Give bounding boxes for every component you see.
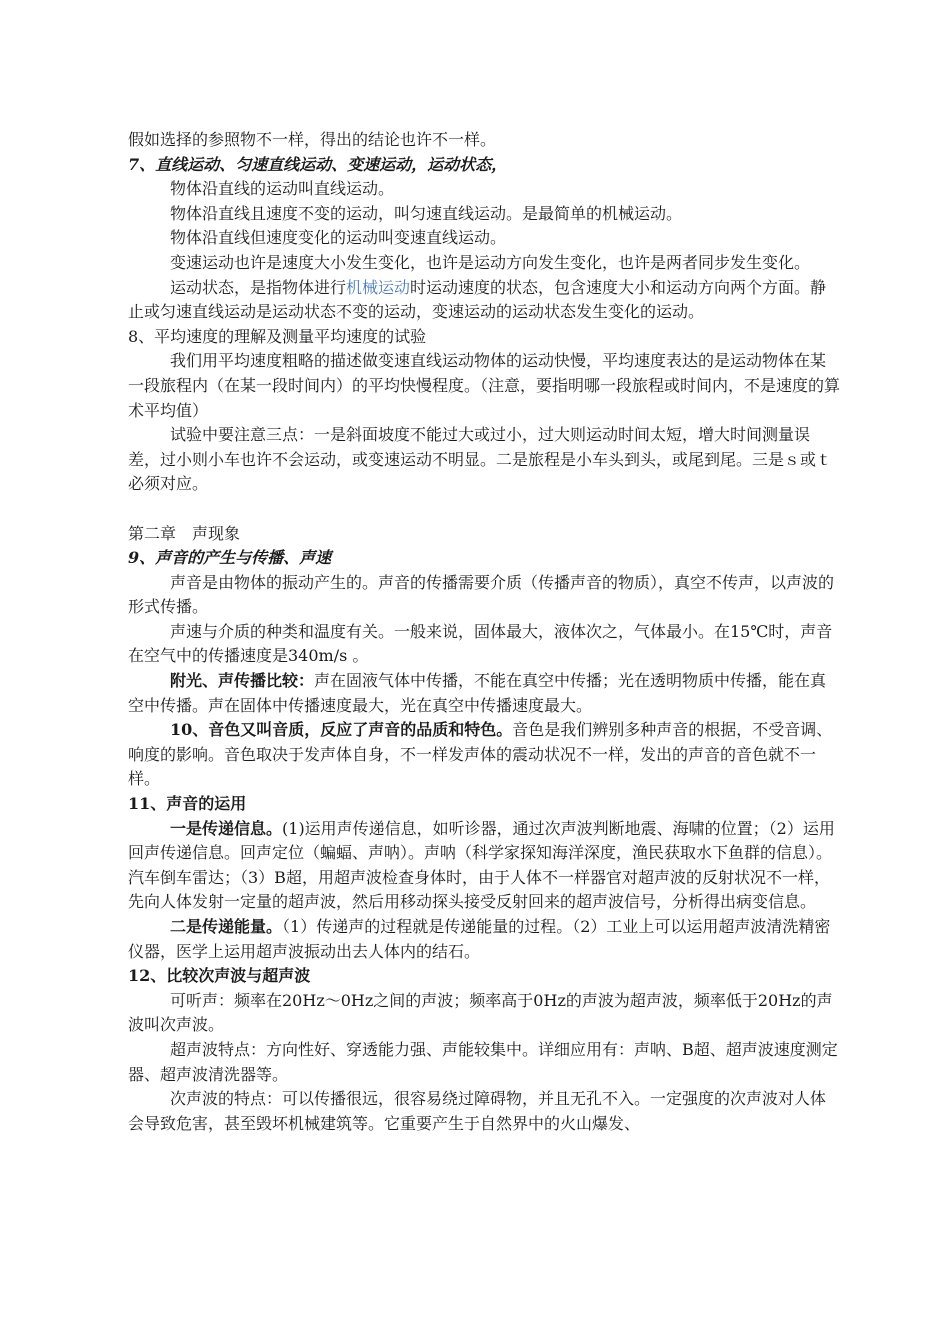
paragraph: 我们用平均速度粗略的描述做变速直线运动物体的运动快慢，平均速度表达的是运动物体在某一段旅程内（在某一段时间内）的平均快慢程度。（注意，要指明哪一段旅程或时间内，不是速度的算术平均值） <box>128 351 841 420</box>
section-heading-11: 11、声音的运用 <box>128 794 247 814</box>
paragraph: 试验中要注意三点：一是斜面坡度不能过大或过小，过大则运动时间太短，增大时间测量误差，过小则小车也许不会运动，或变速运动不明显。二是旅程是小车头到头，或尾到尾。三是ｓ或ｔ必须对应。 <box>128 425 833 494</box>
paragraph: 物体沿直线但速度变化的运动叫变速直线运动。 <box>170 228 507 248</box>
paragraph: 假如选择的参照物不一样，得出的结论也许不一样。 <box>128 130 497 149</box>
paragraph-text: （1）传递声的过程就是传递能量的过程。（2）工业上可以运用超声波清洗精密仪器，医学上运用超声波振动出去人体内的结石。 <box>128 917 831 961</box>
section-heading-8: 8、平均速度的理解及测量平均速度的试验 <box>128 326 427 346</box>
section-heading-9: 9、声音的产生与传播、声速 <box>128 548 332 568</box>
paragraph-text: 音色是我们辨别多种声音的根据，不受音调、响度的影响。音色取决于发声体自身，不一样发声体的震动状况不一样，发出的声音的音色就不一样。 <box>128 720 833 789</box>
mechanical-motion-link[interactable]: 机械运动 <box>346 277 411 297</box>
chapter-title: 第二章 声现象 <box>128 523 241 543</box>
bold-lead: 附光、声传播比较： <box>170 671 315 691</box>
paragraph <box>128 669 840 718</box>
paragraph-text: 运动状态，是指物体进行 <box>170 277 347 297</box>
paragraph: 次声波的特点：可以传播很远，很容易绕过障碍物，并且无孔不入。一定强度的次声波对人体会导致危害，甚至毁坏机械建筑等。它重要产生于自然界中的火山爆发、 <box>128 1089 827 1133</box>
paragraph: 声音是由物体的振动产生的。声音的传播需要介质（传播声音的物质），真空不传声，以声波的形式传播。 <box>128 572 835 617</box>
paragraph-text: 声在固液气体中传播，不能在真空中传播；光在透明物质中传播，能在真空中传播。声在固体中传播速度最大，光在真空中传播速度最大。 <box>128 671 827 715</box>
section-heading-12: 12、比较次声波与超声波 <box>128 966 311 986</box>
paragraph: 变速运动也许是速度大小发生变化，也许是运动方向发生变化，也许是两者同步发生变化。 <box>170 252 811 272</box>
paragraph-text: (1)运用声传递信息，如听诊器，通过次声波判断地震、海啸的位置；（2）运用回声传递信息。回声定位（蝙蝠、声呐）。声呐（科学家探知海洋深度，渔民获取水下鱼群的信息）。汽车倒车雷达；（3）B超，用超声波检查身体时，由于人体不一样器官对超声波的反射状况不一样，先向人体发射一定量的超声波，然后用移动探头接受反射回来的超声波信号，分析得出病变信息。 <box>128 818 835 912</box>
paragraph: 物体沿直线的运动叫直线运动。 <box>170 179 395 199</box>
bold-lead: 二是传递能量。 <box>170 917 283 936</box>
paragraph <box>128 718 840 792</box>
paragraph <box>128 276 840 325</box>
paragraph: 超声波特点：方向性好、穿透能力强、声能较集中。详细应用有：声呐、B超、超声波速度测定器、超声波清洗器等。 <box>128 1039 838 1084</box>
bold-lead: 一是传递信息。 <box>170 818 283 838</box>
document-page <box>128 128 840 1136</box>
paragraph <box>128 817 840 915</box>
paragraph-text: 时运动速度的状态，包含速度大小和运动方向两个方面。静止或匀速直线运动是运动状态不变的运动，变速运动的运动状态发生变化的运动。 <box>128 277 827 322</box>
paragraph <box>128 915 840 964</box>
section-heading-10: 10、音色又叫音质，反应了声音的品质和特色。 <box>170 720 513 740</box>
paragraph: 可听声：频率在20Hz～0Hz之间的声波；频率高于0Hz的声波为超声波，频率低于20Hz的声波叫次声波。 <box>128 990 833 1035</box>
paragraph: 声速与介质的种类和温度有关。一般来说，固体最大，液体次之，气体最小。在15℃时，声音在空气中的传播速度是340m/s 。 <box>128 621 833 666</box>
paragraph: 物体沿直线且速度不变的运动，叫匀速直线运动。是最简单的机械运动。 <box>170 203 683 223</box>
section-heading-7: 7、直线运动、匀速直线运动、变速运动，运动状态， <box>128 154 508 174</box>
